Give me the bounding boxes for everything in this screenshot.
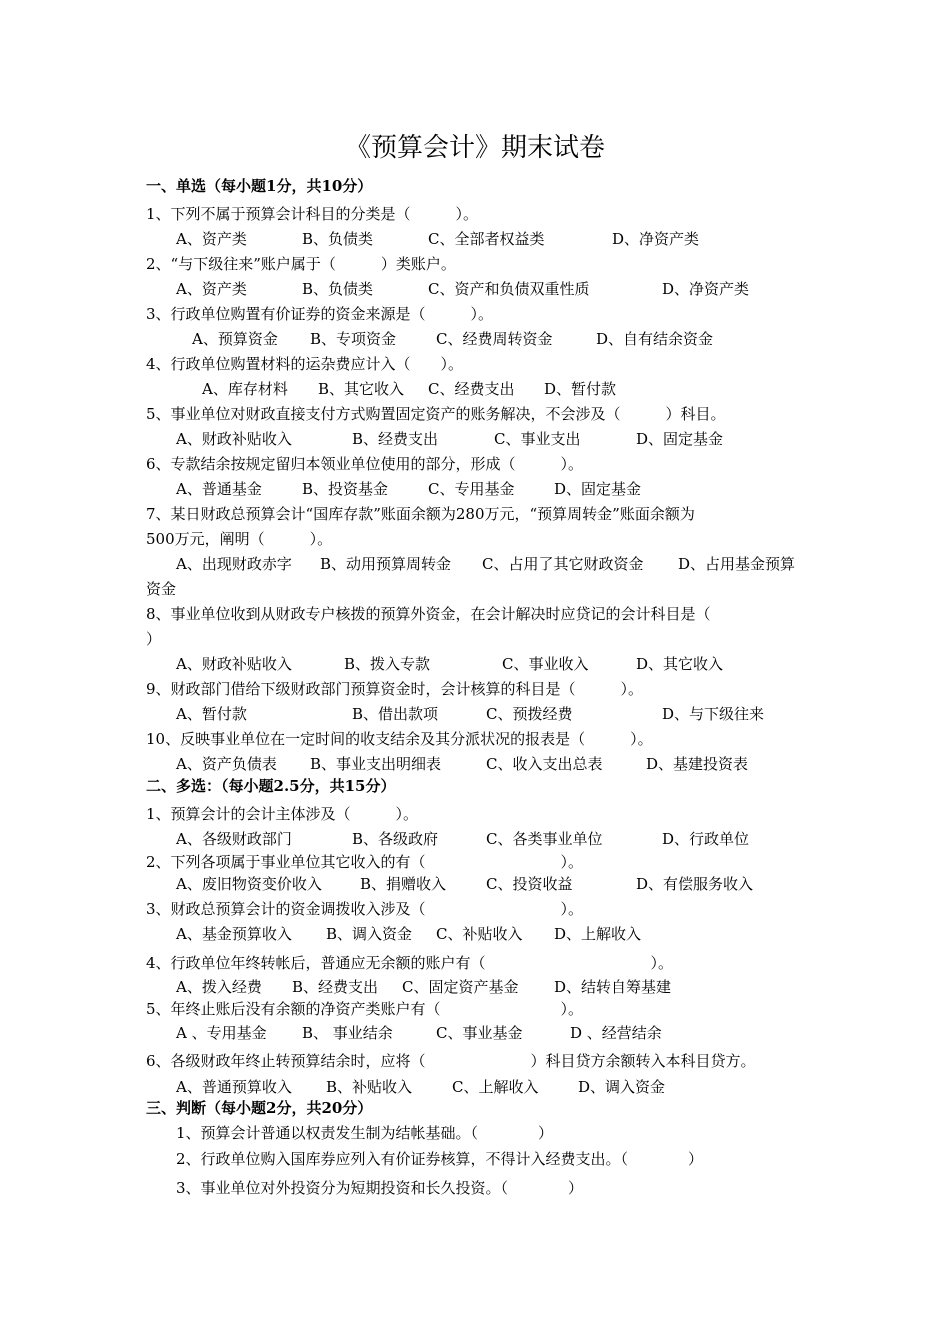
option-a: A、出现财政赤字 (176, 555, 292, 573)
s1-q10: 10、反映事业单位在一定时间的收支结余及其分派状况的报表是（ ）。 (146, 730, 653, 748)
s3-q3: 3、事业单位对外投资分为短期投资和长久投资。（ ） (176, 1179, 584, 1197)
option-b: B、事业支出明细表 (310, 755, 442, 773)
option-b: B、其它收入 (318, 380, 405, 398)
option-a: A、废旧物资变价收入 (176, 875, 322, 893)
option-a: A、普通预算收入 (176, 1078, 292, 1096)
option-c: C、占用了其它财政资金 (482, 555, 644, 573)
s1-q3: 3、行政单位购置有价证券的资金来源是（ ）。 (146, 305, 494, 323)
s2-q2: 2、下列各项属于事业单位其它收入的有（ ）。 (146, 853, 584, 871)
option-b: B、投资基金 (302, 480, 389, 498)
option-a: A、资产类 (176, 230, 247, 248)
option-b: B、 事业结余 (302, 1024, 393, 1042)
option-d: D、占用基金预算 (678, 555, 796, 573)
option-b: B、捐赠收入 (360, 875, 447, 893)
option-c: C、补贴收入 (436, 925, 523, 943)
s1-q5: 5、事业单位对财政直接支付方式购置固定资产的账务解决，不会涉及（ ）科目。 (146, 405, 726, 423)
s2-q4-options (146, 975, 806, 999)
option-b: B、经费支出 (352, 430, 439, 448)
section1-heading: 一、单选（每小题1分，共10分） (146, 177, 373, 195)
option-a: A、财政补贴收入 (176, 430, 292, 448)
option-d: D、净资产类 (612, 230, 700, 248)
section2-heading: 二、多选：（每小题2.5分，共15分） (146, 777, 396, 795)
option-d: D、暂付款 (544, 380, 617, 398)
option-d: D、基建投资表 (646, 755, 749, 773)
s1-q9: 9、财政部门借给下级财政部门预算资金时，会计核算的科目是（ ）。 (146, 680, 644, 698)
option-a: A、暂付款 (176, 705, 247, 723)
option-a: A、各级财政部门 (176, 830, 292, 848)
option-d: D、固定基金 (554, 480, 642, 498)
s1-q6-options (146, 477, 806, 501)
option-c: C、经费周转资金 (436, 330, 553, 348)
option-d: D、上解收入 (554, 925, 642, 943)
option-d: D、与下级往来 (662, 705, 765, 723)
s2-q3: 3、财政总预算会计的资金调拨收入涉及（ ）。 (146, 900, 584, 918)
s2-q1-options (146, 827, 806, 851)
option-c: C、上解收入 (452, 1078, 539, 1096)
s3-q1: 1、预算会计普通以权责发生制为结帐基础。（ ） (176, 1124, 554, 1142)
option-d: D、净资产类 (662, 280, 750, 298)
option-a: A、普通基金 (176, 480, 262, 498)
option-b: B、动用预算周转金 (320, 555, 452, 573)
s1-q8: 8、事业单位收到从财政专户核拨的预算外资金，在会计解决时应贷记的会计科目是（ (146, 605, 711, 623)
s3-q2: 2、行政单位购入国库券应列入有价证券核算，不得计入经费支出。（ ） (176, 1150, 704, 1168)
s2-q5: 5、年终止账后没有余额的净资产类账户有（ ）。 (146, 1000, 584, 1018)
option-d: D、有偿服务收入 (636, 875, 754, 893)
s1-q5-options (146, 427, 806, 451)
s1-q7-tail: 资金 (146, 580, 177, 598)
s1-q2-options (146, 277, 806, 301)
s1-q3-options (146, 327, 806, 351)
s1-q10-options (146, 752, 806, 776)
s1-q7-options (146, 552, 826, 576)
option-b: B、各级政府 (352, 830, 439, 848)
option-c: C、资产和负债双重性质 (428, 280, 590, 298)
s1-q9-options (146, 702, 806, 726)
option-c: C、固定资产基金 (402, 978, 519, 996)
option-c: C、经费支出 (428, 380, 515, 398)
option-b: B、借出款项 (352, 705, 439, 723)
s1-q1: 1、下列不属于预算会计科目的分类是（ ）。 (146, 205, 479, 223)
option-a: A、基金预算收入 (176, 925, 292, 943)
option-d: D、自有结余资金 (596, 330, 714, 348)
option-c: C、事业收入 (502, 655, 589, 673)
option-a: A、预算资金 (192, 330, 278, 348)
option-d: D、结转自筹基建 (554, 978, 672, 996)
option-c: C、专用基金 (428, 480, 515, 498)
option-b: B、补贴收入 (326, 1078, 413, 1096)
option-b: B、调入资金 (326, 925, 413, 943)
option-b: B、专项资金 (310, 330, 397, 348)
option-a: A、库存材料 (202, 380, 288, 398)
option-c: C、各类事业单位 (486, 830, 603, 848)
option-a: A、拨入经费 (176, 978, 262, 996)
option-d: D、调入资金 (578, 1078, 666, 1096)
s1-q7-cont: 500万元，阐明（ ）。 (146, 530, 333, 548)
option-a: A 、专用基金 (176, 1024, 267, 1042)
option-c: C、投资收益 (486, 875, 573, 893)
option-b: B、负债类 (302, 280, 374, 298)
option-d: D、行政单位 (662, 830, 750, 848)
s1-q4-options (146, 377, 806, 401)
option-c: C、事业支出 (494, 430, 581, 448)
s2-q5-options (146, 1021, 806, 1045)
option-a: A、资产负债表 (176, 755, 277, 773)
option-b: B、经费支出 (292, 978, 379, 996)
option-c: C、预拨经费 (486, 705, 573, 723)
s1-q8-options (146, 652, 806, 676)
s2-q2-options (146, 872, 806, 896)
s1-q4: 4、行政单位购置材料的运杂费应计入（ ）。 (146, 355, 464, 373)
s1-q2: 2、“与下级往来”账户属于（ ）类账户。 (146, 255, 456, 273)
option-a: A、财政补贴收入 (176, 655, 292, 673)
option-d: D 、经营结余 (570, 1024, 662, 1042)
option-c: C、收入支出总表 (486, 755, 603, 773)
s1-q6: 6、专款结余按规定留归本领业单位使用的部分，形成（ ）。 (146, 455, 584, 473)
option-c: C、全部者权益类 (428, 230, 545, 248)
option-c: C、事业基金 (436, 1024, 523, 1042)
option-d: D、固定基金 (636, 430, 724, 448)
s2-q3-options (146, 922, 806, 946)
s2-q6: 6、各级财政年终止转预算结余时，应将（ ）科目贷方余额转入本科目贷方。 (146, 1052, 756, 1070)
s2-q1: 1、预算会计的会计主体涉及（ ）。 (146, 805, 419, 823)
option-a: A、资产类 (176, 280, 247, 298)
s2-q4: 4、行政单位年终转帐后，普通应无余额的账户有（ ）。 (146, 954, 674, 972)
option-b: B、负债类 (302, 230, 374, 248)
option-d: D、其它收入 (636, 655, 724, 673)
s1-q8-cont: ） (146, 630, 162, 648)
option-b: B、拨入专款 (344, 655, 431, 673)
s1-q7: 7、某日财政总预算会计“国库存款”账面余额为280万元，“预算周转金”账面余额为 (146, 505, 695, 523)
section3-heading: 三、判断（每小题2分，共20分） (146, 1099, 373, 1117)
page-title: 《预算会计》期末试卷 (344, 133, 605, 163)
s1-q1-options (146, 227, 806, 251)
